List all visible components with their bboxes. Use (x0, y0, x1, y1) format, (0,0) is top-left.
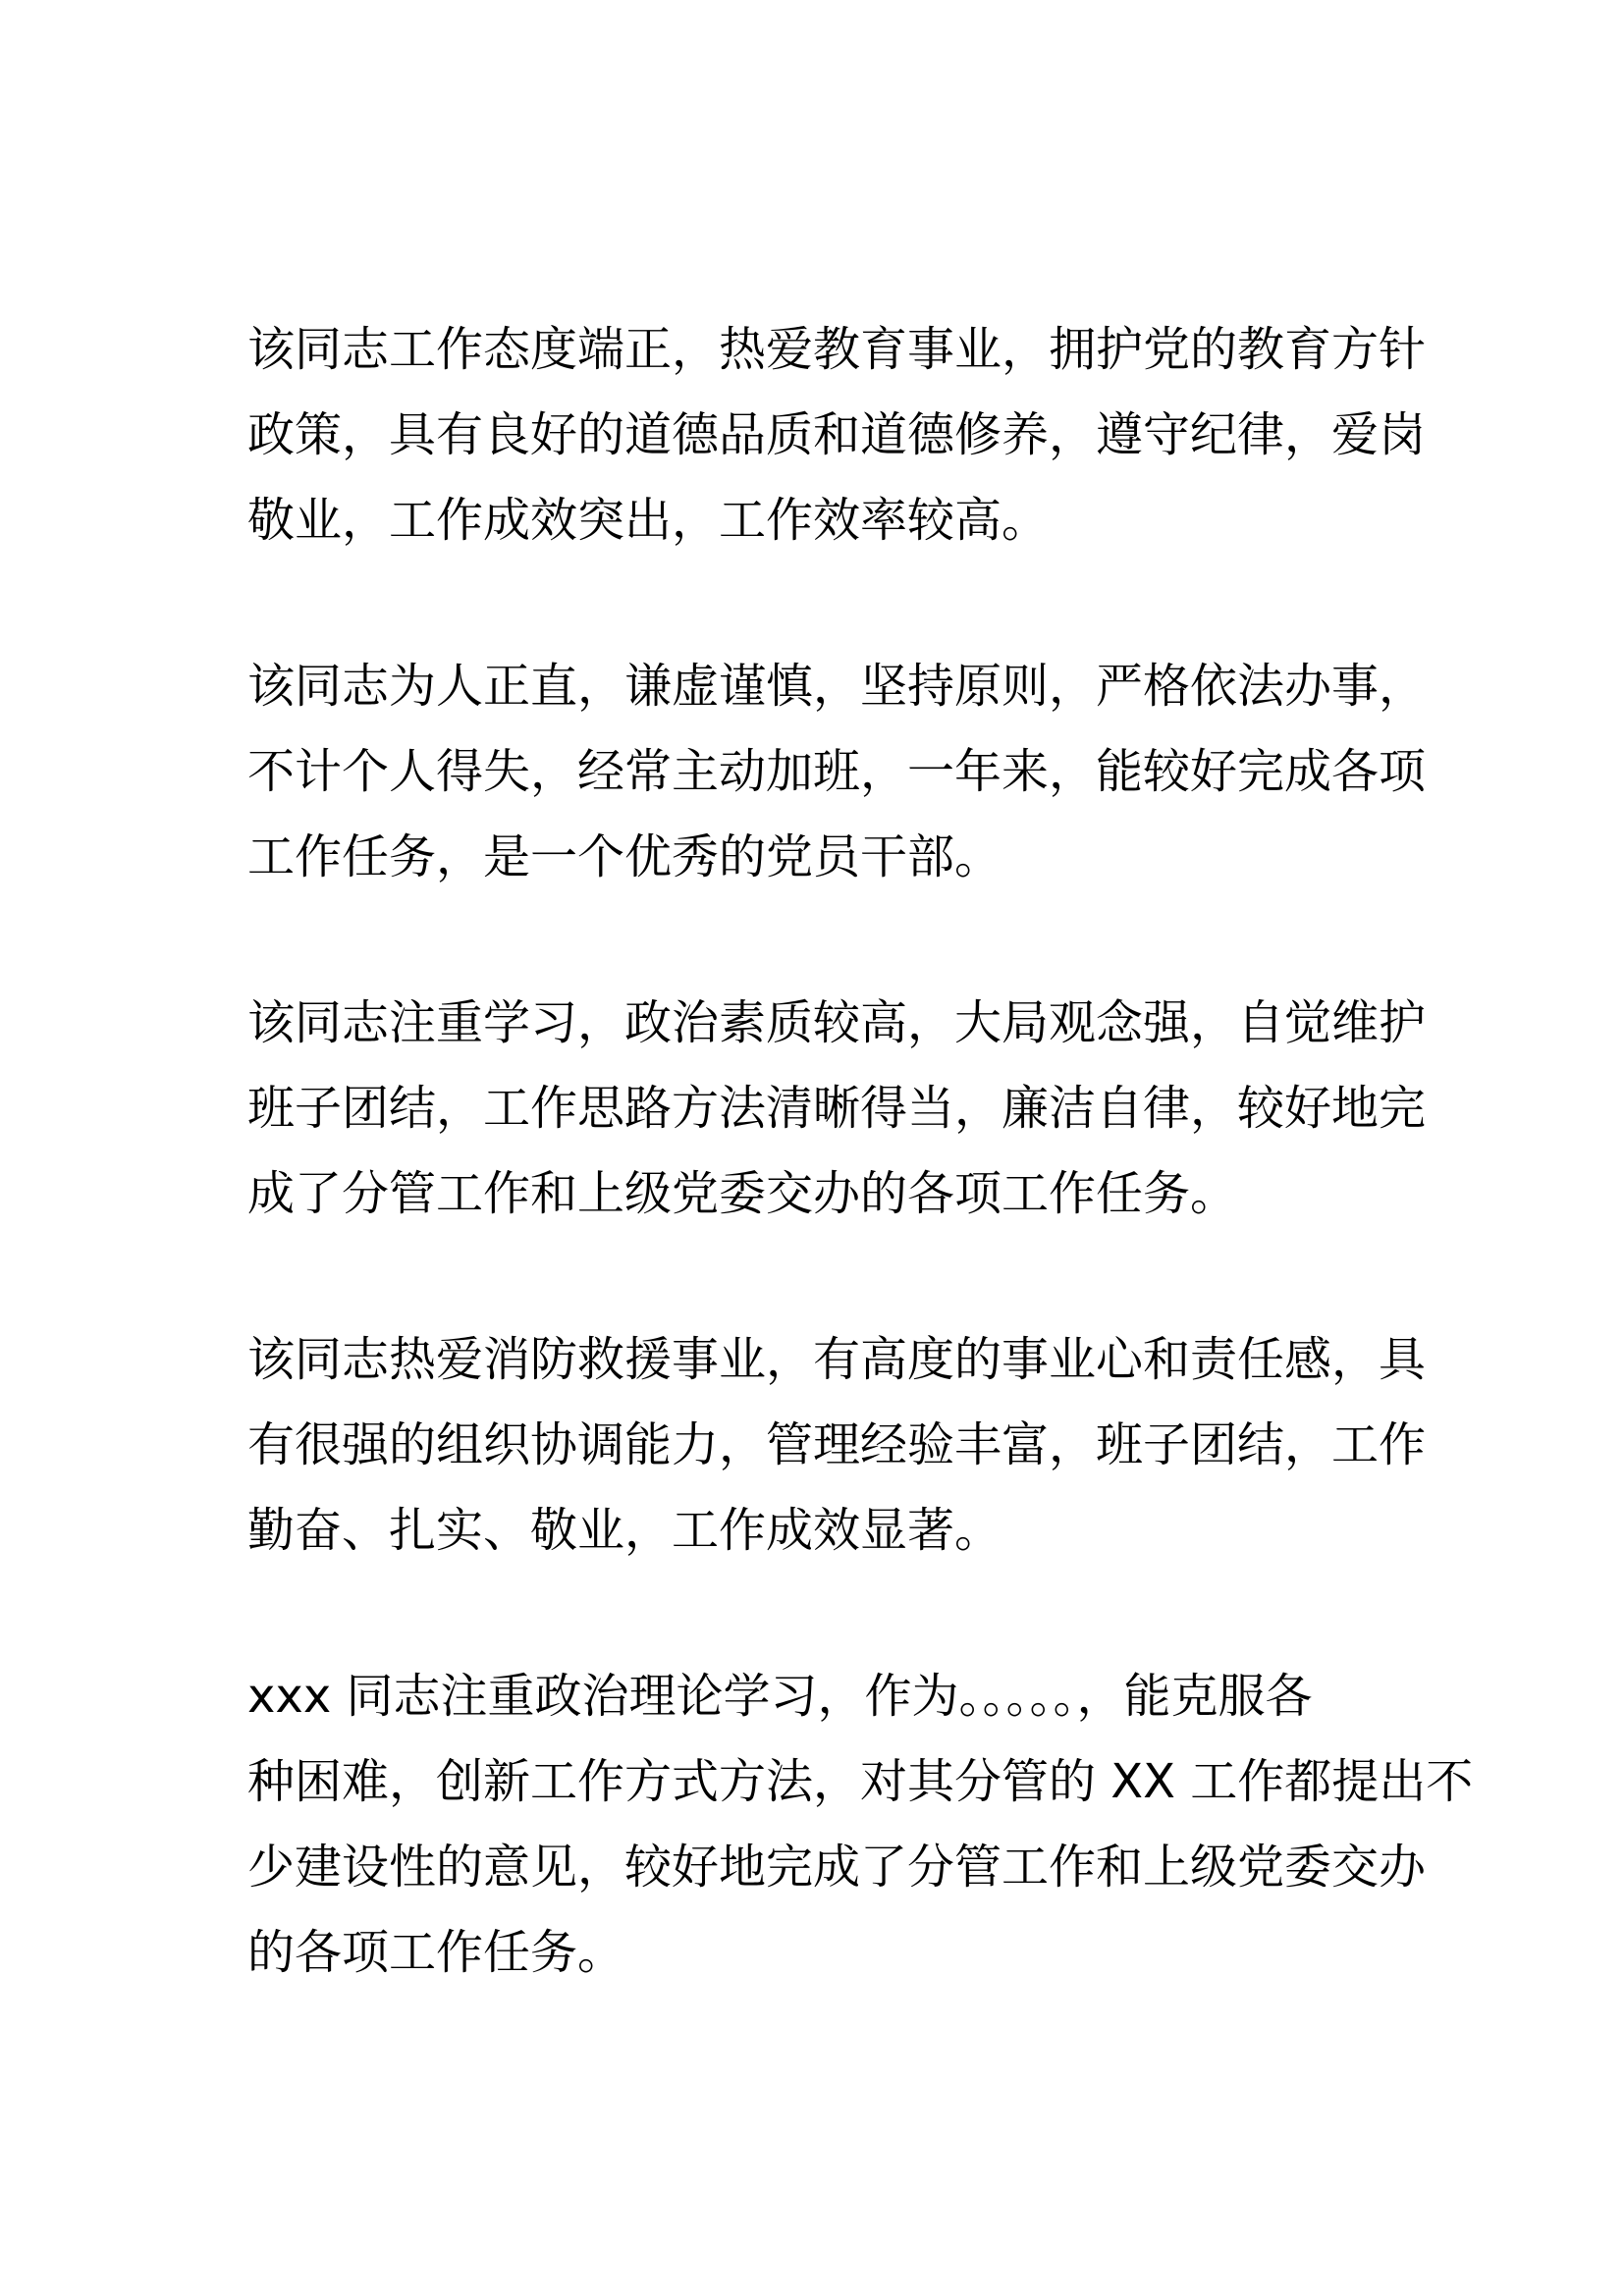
paragraph-line: 敬业，工作成效突出，工作效率较高。 (247, 493, 1050, 548)
paragraph-line: 该同志热爱消防救援事业，有高度的事业心和责任感，具 (247, 1332, 1427, 1387)
paragraph-line: 不计个人得失，经常主动加班，一年来，能较好完成各项 (247, 744, 1427, 799)
paragraph-4 (247, 1317, 1427, 1574)
paragraph-line: 有很强的组织协调能力，管理经验丰富，班子团结，工作 (247, 1417, 1427, 1472)
paragraph-line: 成了分管工作和上级党委交办的各项工作任务。 (247, 1166, 1238, 1221)
paragraph-line: 该同志为人正直，谦虚谨慎，坚持原则，严格依法办事， (247, 659, 1427, 714)
paragraph-2 (247, 644, 1427, 900)
paragraph-1 (247, 307, 1427, 563)
paragraph-line: 班子团结，工作思路方法清晰得当，廉洁自律，较好地完 (247, 1081, 1427, 1136)
paragraph-line: 该同志注重学习，政治素质较高，大局观念强，自觉维护 (247, 995, 1427, 1050)
paragraph-line: 种困难，创新工作方式方法，对其分管的 XX 工作都提出不 (247, 1754, 1474, 1809)
paragraph-line: 的各项工作任务。 (247, 1925, 625, 1980)
document-body (247, 307, 1474, 2076)
paragraph-line: xxx 同志注重政治理论学习，作为。。。。。，能克服各 (247, 1669, 1313, 1724)
paragraph-line: 工作任务，是一个优秀的党员干部。 (247, 829, 1002, 884)
paragraph-line: 该同志工作态度端正，热爱教育事业，拥护党的教育方针 (247, 322, 1427, 377)
paragraph-line: 勤奋、扎实、敬业，工作成效显著。 (247, 1503, 1002, 1558)
paragraph-5 (247, 1654, 1474, 1996)
paragraph-line: 政策，具有良好的道德品质和道德修养，遵守纪律，爱岗 (247, 407, 1427, 462)
paragraph-3 (247, 981, 1427, 1237)
paragraph-line: 少建设性的意见，较好地完成了分管工作和上级党委交办 (247, 1840, 1427, 1895)
